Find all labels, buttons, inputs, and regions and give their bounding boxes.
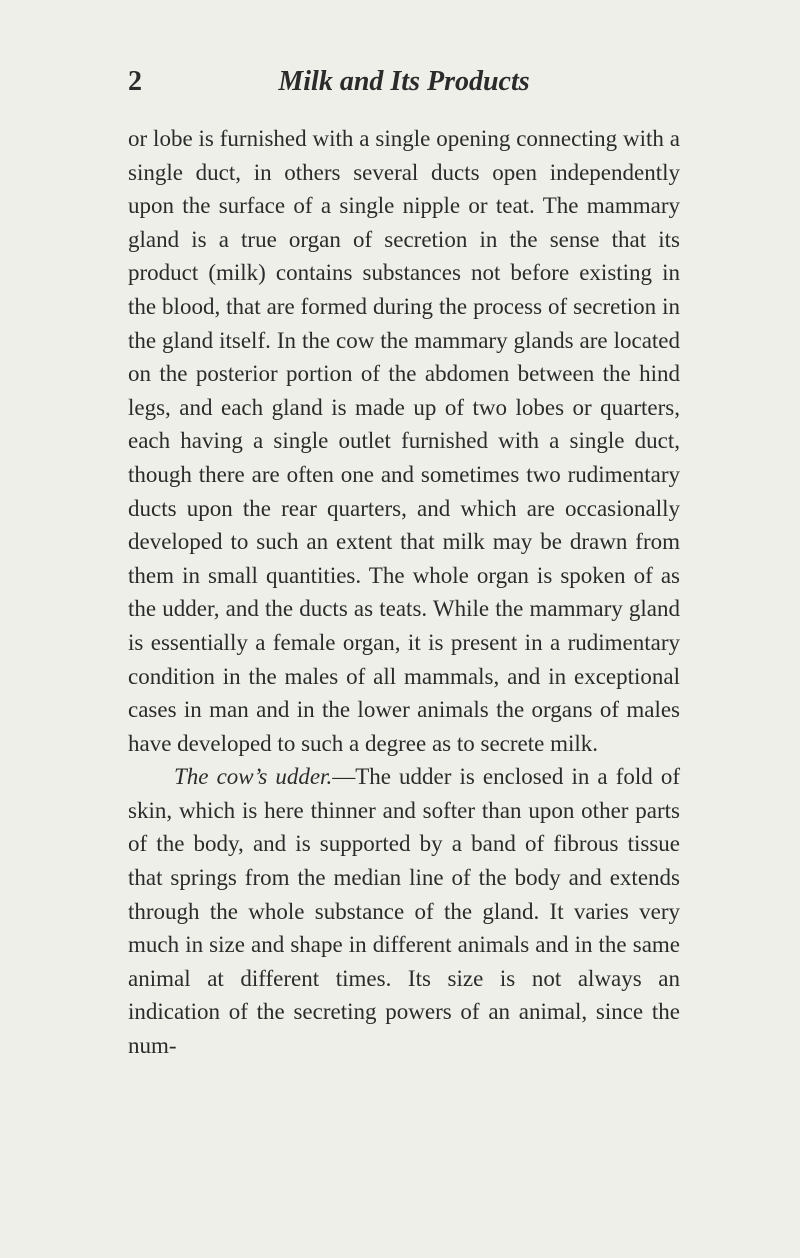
running-title: Milk and Its Products xyxy=(278,66,530,97)
body-text xyxy=(128,122,680,1063)
paragraph-cows-udder xyxy=(128,760,680,1062)
paragraph-text: —The udder is enclosed in a fold of skin, which is here thinner and softer than upon other parts of the body, and is supported by a band of fibrous tissue that springs from the median line of the body and extends through the whole substance of the gland. It varies very much in size and shape in different animals and in the same animal at different times. Its size is not always an indication of the secreting powers of an animal, since the num- xyxy=(128,764,680,1059)
paragraph-heading: The cow’s udder. xyxy=(174,764,333,790)
page-number: 2 xyxy=(128,66,142,97)
running-head xyxy=(128,62,680,102)
paragraph-continued: or lobe is furnished with a single opening connecting with a single duct, in others several ducts open independently upon the surface of a single nipple or teat. The mammary gland is a true organ of secretion in the sense that its product (milk) contains substances not before existing in the blood, that are formed during the process of secretion in the gland itself. In the cow the mammary glands are located on the posterior portion of the abdomen between the hind legs, and each gland is made up of two lobes or quarters, each having a single outlet furnished with a single duct, though there are often one and sometimes two rudimentary ducts upon the rear quarters, and which are occasionally developed to such an extent that milk may be drawn from them in small quantities. The whole organ is spoken of as the udder, and the ducts as teats. While the mammary gland is essentially a female organ, it is present in a rudimentary condition in the males of all mammals, and in exceptional cases in man and in the lower animals the organs of males have developed to such a degree as to secrete milk. xyxy=(128,126,680,756)
